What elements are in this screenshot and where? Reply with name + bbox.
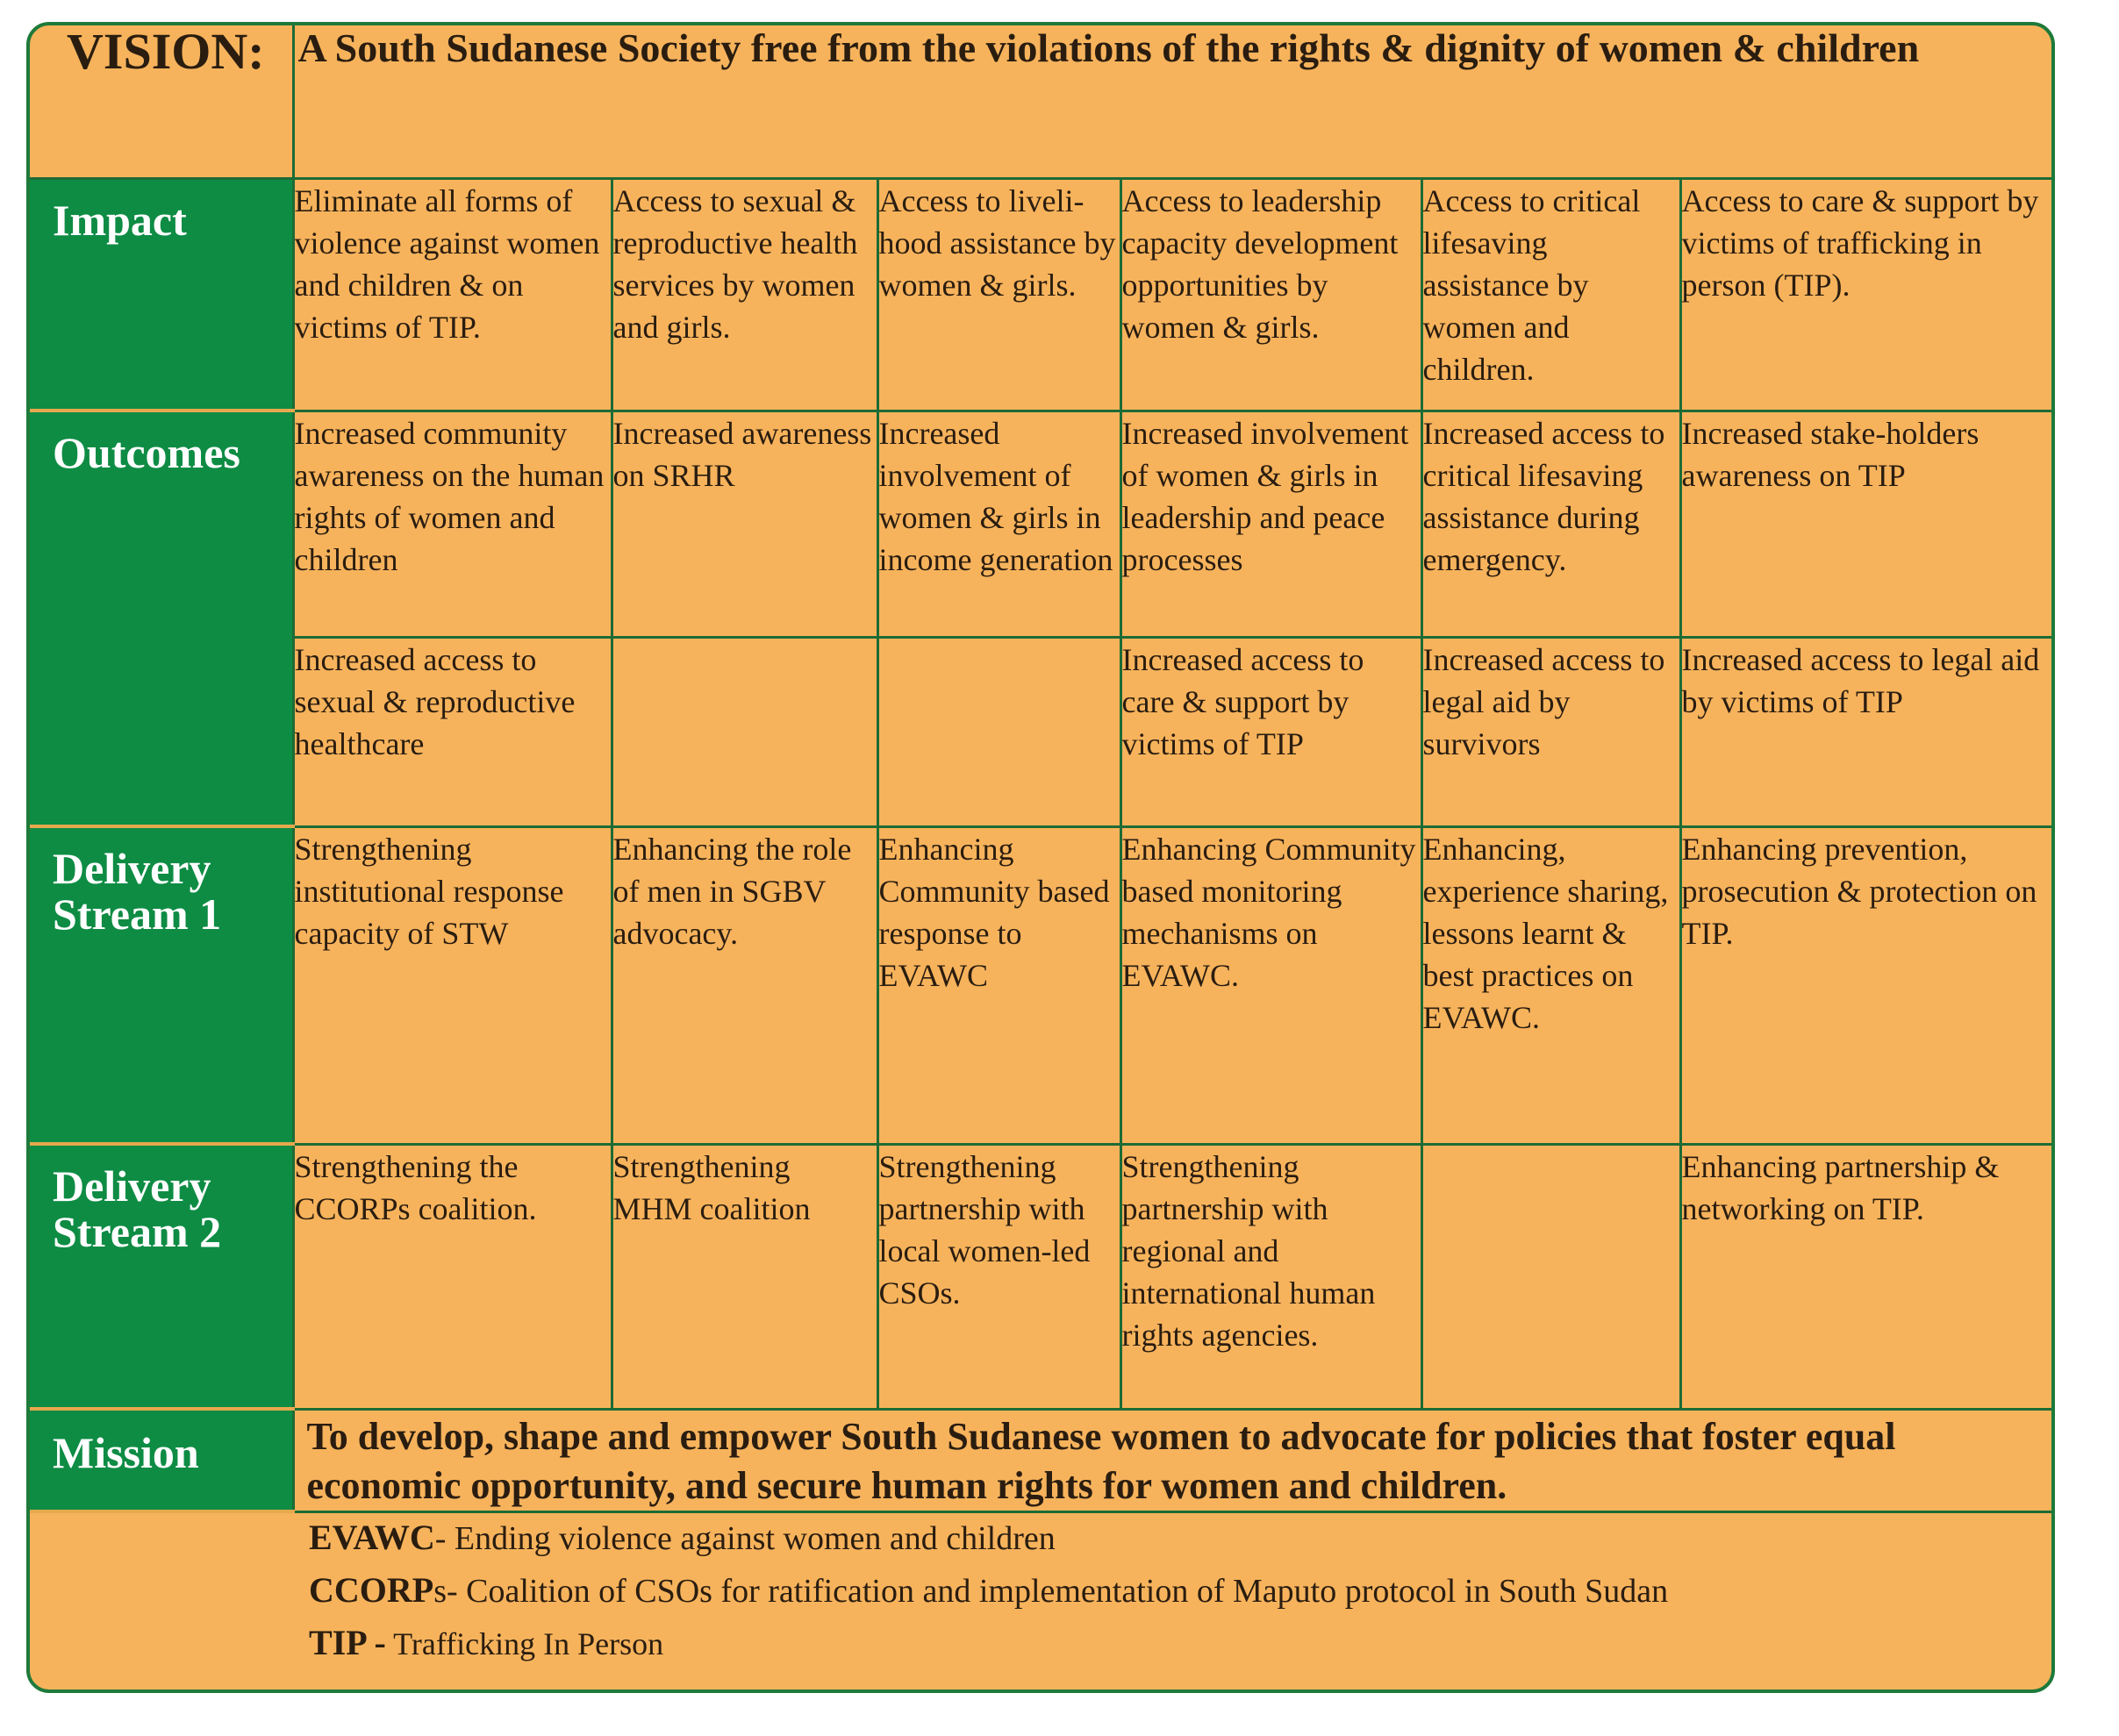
outcome-cell: Increased awareness on SRHR xyxy=(612,411,877,637)
outcome-cell: Increased access to legal aid by victims of TIP xyxy=(1680,637,2051,826)
vision-row xyxy=(30,25,2051,178)
delivery-cell xyxy=(1421,1144,1680,1409)
outcome-cell: Increased access to sexual & reproductive healthcare xyxy=(293,637,612,826)
outcome-cell: Increased access to care & support by victims of TIP xyxy=(1120,637,1421,826)
vision-label: VISION: xyxy=(30,25,293,178)
legend-definition: Trafficking In Person xyxy=(385,1626,664,1661)
legend-item xyxy=(309,1622,1668,1675)
impact-cell: Access to care & support by victims of trafficking in person (TIP). xyxy=(1680,178,2051,411)
delivery-cell: Enhancing Community based response to EVAWC xyxy=(877,826,1120,1144)
delivery-cell: Enhancing the role of men in SGBV advocacy. xyxy=(612,826,877,1144)
legend-definition: - Ending violence against women and children xyxy=(434,1520,1056,1557)
impact-cell: Access to critical lifesaving assistance by women and children. xyxy=(1421,178,1680,411)
mission-statement: To develop, shape and empower South Sudanese women to advocate for policies that foster equal economic opportunity, and secure human rights for women and children. xyxy=(293,1409,2051,1511)
legend-abbreviation: TIP - xyxy=(309,1623,386,1662)
delivery-stream-1-row xyxy=(30,826,2051,1144)
label-line: Stream 2 xyxy=(53,1207,222,1256)
delivery-cell: Enhancing partnership & networking on TIP. xyxy=(1680,1144,2051,1409)
impact-cell: Eliminate all forms of violence against women and children & on victims of TIP. xyxy=(293,178,612,411)
delivery-cell: Strengthening the CCORPs coalition. xyxy=(293,1144,612,1409)
impact-row xyxy=(30,178,2051,411)
impact-cell: Access to sexual & reproductive health services by women and girls. xyxy=(612,178,877,411)
legend-abbreviation: CCORP xyxy=(309,1570,434,1610)
legend-item xyxy=(309,1517,1668,1569)
delivery-cell: Enhancing, experience sharing, lessons learnt & best practices on EVAWC. xyxy=(1421,826,1680,1144)
framework-table xyxy=(30,25,2051,1513)
legend-abbreviation: EVAWC xyxy=(309,1518,435,1557)
delivery-stream-2-label xyxy=(30,1144,293,1409)
delivery-cell: Strengthening MHM coalition xyxy=(612,1144,877,1409)
outcome-cell xyxy=(612,637,877,826)
label-line: Delivery xyxy=(53,1161,211,1211)
outcomes-row-2 xyxy=(30,637,2051,826)
abbreviations-legend xyxy=(309,1517,1668,1675)
outcomes-row-1 xyxy=(30,411,2051,637)
impact-label: Impact xyxy=(30,178,293,411)
delivery-cell: Enhancing prevention, prosecution & protection on TIP. xyxy=(1680,826,2051,1144)
label-line: Stream 1 xyxy=(53,889,222,939)
mission-label: Mission xyxy=(30,1409,293,1511)
delivery-cell: Strengthening partnership with regional and international human rights agencies. xyxy=(1120,1144,1421,1409)
delivery-cell: Enhancing Community based monitoring mechanisms on EVAWC. xyxy=(1120,826,1421,1144)
legend-definition: s- Coalition of CSOs for ratification and implementation of Maputo protocol in South Sudan xyxy=(433,1573,1669,1610)
delivery-cell: Strengthening partnership with local women-led CSOs. xyxy=(877,1144,1120,1409)
outcome-cell: Increased involvement of women & girls in leadership and peace processes xyxy=(1120,411,1421,637)
outcome-cell: Increased access to legal aid by survivors xyxy=(1421,637,1680,826)
mission-row xyxy=(30,1409,2051,1511)
outcome-cell: Increased involvement of women & girls in income generation xyxy=(877,411,1120,637)
legend-item xyxy=(309,1569,1668,1622)
delivery-stream-1-label xyxy=(30,826,293,1144)
impact-cell: Access to leadership capacity development opportunities by women & girls. xyxy=(1120,178,1421,411)
outcome-cell: Increased stake-holders awareness on TIP xyxy=(1680,411,2051,637)
impact-cell: Access to liveli-hood assistance by women & girls. xyxy=(877,178,1120,411)
outcome-cell: Increased community awareness on the human rights of women and children xyxy=(293,411,612,637)
label-line: Delivery xyxy=(53,844,211,893)
delivery-cell: Strengthening institutional response capacity of STW xyxy=(293,826,612,1144)
outcome-cell xyxy=(877,637,1120,826)
delivery-stream-2-row xyxy=(30,1144,2051,1409)
vision-mission-framework xyxy=(26,22,2055,1693)
outcome-cell: Increased access to critical lifesaving assistance during emergency. xyxy=(1421,411,1680,637)
outcomes-label: Outcomes xyxy=(30,411,293,826)
vision-statement: A South Sudanese Society free from the violations of the rights & dignity of women & children xyxy=(293,25,2051,178)
